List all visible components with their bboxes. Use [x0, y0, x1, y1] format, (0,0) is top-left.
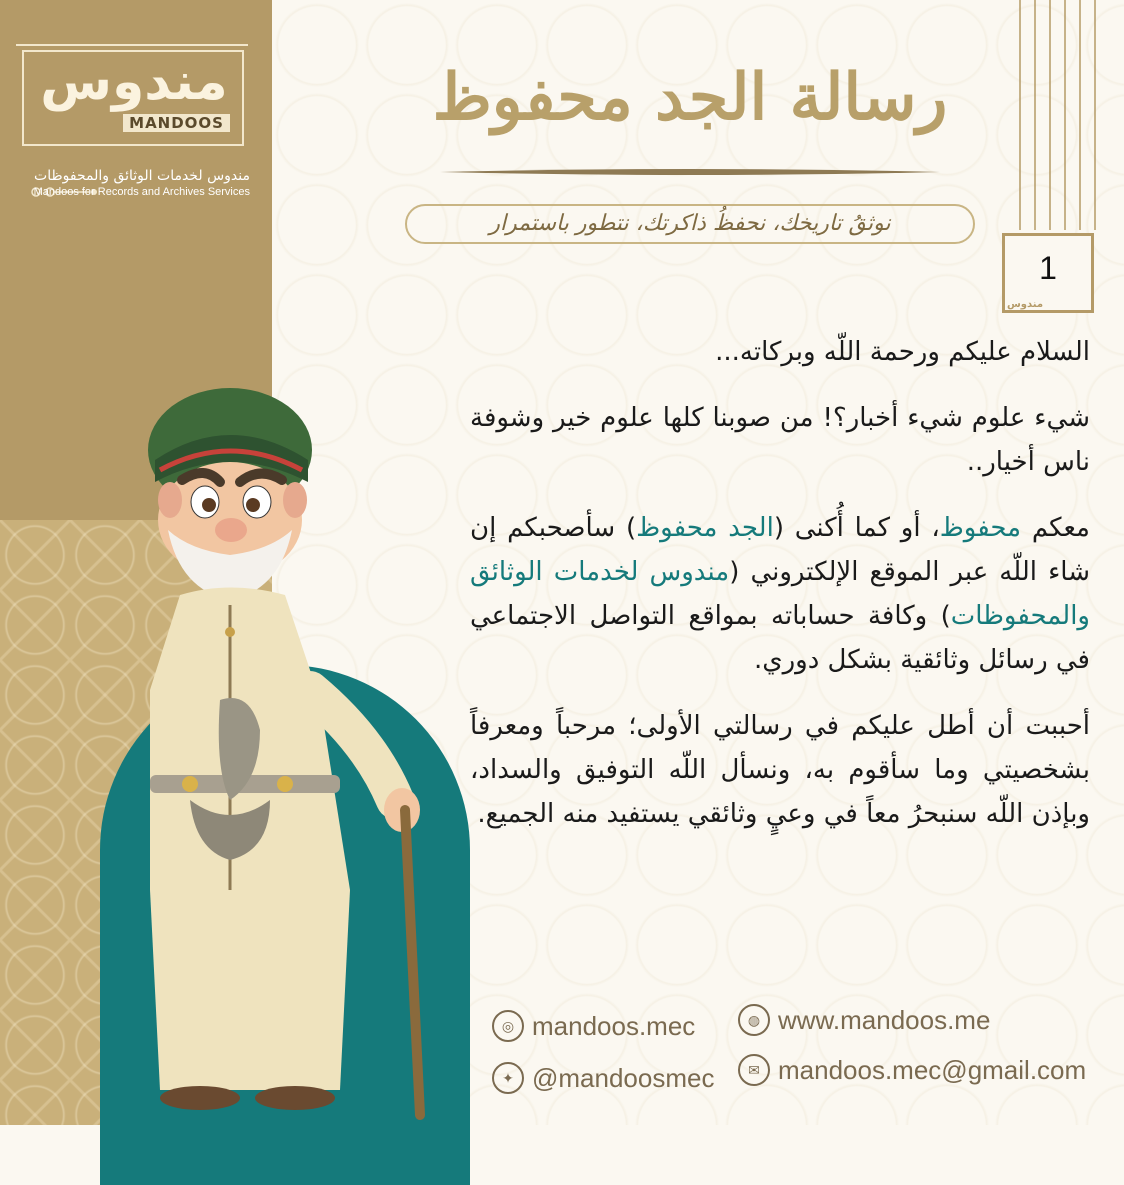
greeting: السلام عليكم ورحمة اللّه وبركاته...: [715, 337, 1090, 367]
p3-text-c: ) سأصحبكم إن شاء اللّه عبر الموقع الإلكتروني (: [470, 513, 1090, 587]
page-number-box: [1002, 233, 1094, 313]
email-icon: ✉: [738, 1054, 770, 1086]
page-badge: مندوس: [1007, 299, 1044, 310]
brand-logo: [22, 38, 250, 146]
grandpa-character-illustration: [120, 370, 460, 1125]
instagram-handle[interactable]: mandoos.mec: [532, 1010, 696, 1041]
decorative-lines: [1010, 0, 1100, 230]
logo-frame: [22, 50, 244, 146]
website-url[interactable]: www.mandoos.me: [778, 1004, 991, 1035]
instagram-contact[interactable]: [492, 1010, 695, 1042]
twitter-handle[interactable]: @mandoosmec: [532, 1062, 715, 1093]
instagram-icon: ◎: [492, 1010, 524, 1042]
slogan-banner: نوثقُ تاريخك، نحفظُ ذاكرتك، نتطور باستمرار: [405, 204, 975, 244]
character-name: محفوظ: [939, 513, 1022, 543]
character-nickname: الجد محفوظ: [636, 513, 774, 543]
paragraph-3: [470, 506, 1090, 682]
website-contact[interactable]: [738, 1004, 990, 1036]
page-title: رسالة الجد محفوظ: [432, 60, 948, 135]
twitter-icon: ✦: [492, 1062, 524, 1094]
title-underline: [440, 168, 940, 176]
tagline-english: Mandoos for Records and Archives Services: [33, 186, 250, 198]
paragraph-4: أحببت أن أطل عليكم في رسالتي الأولى؛ مرحباً ومعرفاً بشخصيتي وما سأقوم به، ونسأل اللّه التوفيق والسداد، وبإذن اللّه سنبحرُ معاً في وعيٍ وثائقي يستفيد منه الجميع.: [470, 711, 1090, 829]
tagline-arabic: مندوس لخدمات الوثائق والمحفوظات: [34, 168, 250, 184]
p3-text-d: ) وكافة حساباته بمواقع التواصل الاجتماعي في رسائل وثائقية بشكل دوري.: [470, 601, 1090, 675]
p3-text-a: معكم: [1021, 513, 1090, 543]
letter-body: [470, 330, 1090, 858]
page-number: 1: [1039, 250, 1057, 286]
paragraph-2: شيء علوم شيء أخبار؟! من صوبنا كلها علوم خير وشوفة ناس أخيار..: [470, 403, 1090, 477]
website-name: مندوس لخدمات الوثائق والمحفوظات: [470, 557, 1090, 631]
twitter-contact[interactable]: [492, 1062, 714, 1094]
email-contact[interactable]: [738, 1054, 1086, 1086]
email-address[interactable]: mandoos.mec@gmail.com: [778, 1054, 1087, 1085]
logo-arabic: مندوس: [40, 52, 228, 112]
p3-text-b: ، أو كما أُكنى (: [773, 513, 940, 543]
globe-icon: ◍: [738, 1004, 770, 1036]
logo-english: MANDOOS: [123, 114, 230, 132]
